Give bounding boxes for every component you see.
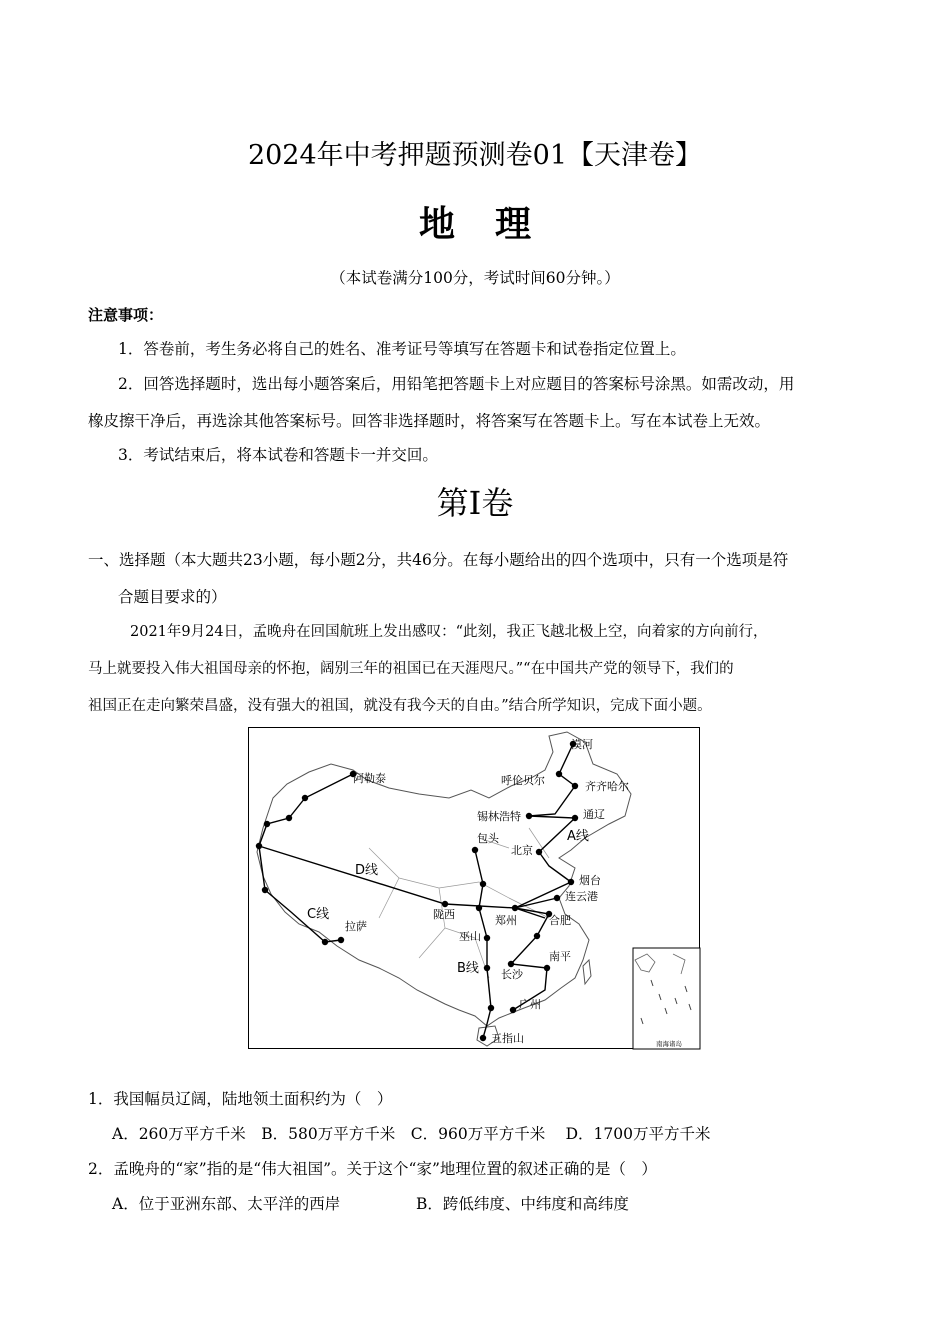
label-hulunbuir: 呼伦贝尔	[501, 774, 545, 787]
label-qiqihar: 齐齐哈尔	[585, 780, 629, 793]
exam-note: （本试卷满分100分，考试时间60分钟。）	[330, 269, 620, 287]
dot-lhasa	[338, 937, 344, 943]
dot-wuzhishan	[480, 1035, 486, 1041]
label-longxi: 陇西	[433, 908, 455, 921]
dot-route-b-3	[488, 1005, 494, 1011]
label-line-d: D线	[355, 863, 379, 878]
route-east-coast	[515, 898, 557, 908]
dot-longxi	[442, 901, 448, 907]
dot-route-c-4	[256, 843, 262, 849]
dot-xilinhot	[526, 813, 532, 819]
label-lhasa: 拉萨	[345, 920, 367, 933]
dot-baotou	[472, 847, 478, 853]
label-line-c: C线	[307, 907, 330, 922]
label-line-b: B线	[457, 961, 479, 976]
part-heading: 第Ⅰ卷	[436, 484, 514, 522]
dot-route-east	[534, 933, 540, 939]
dot-wushan	[484, 935, 490, 941]
dot-hulunbuir	[556, 771, 562, 777]
question-1-options: A．260万平方千米 B．580万平方千米 C．960万平方千米 D．1700万平方千米	[112, 1125, 711, 1143]
passage-line: 马上就要投入伟大祖国母亲的怀抱，阔别三年的祖国已在天涯咫尺。”“在中国共产党的领导下，我们的	[88, 661, 734, 677]
dot-route-c-2	[286, 815, 292, 821]
label-hefei: 合肥	[549, 914, 571, 927]
dot-route-b-2	[484, 965, 490, 971]
route-a-line	[529, 744, 575, 882]
dot-baotou-2	[480, 881, 486, 887]
passage-line: 祖国正在走向繁荣昌盛，没有强大的祖国，就没有我今天的自由。”结合所学知识，完成下面小题。	[88, 698, 712, 714]
dot-route-b-1	[476, 905, 482, 911]
china-route-map	[248, 727, 700, 1049]
map-svg	[249, 728, 701, 1050]
label-mohe: 漠河	[571, 738, 593, 751]
dot-nanping	[544, 965, 550, 971]
dot-zhengzhou	[512, 905, 518, 911]
taiwan-island	[583, 960, 591, 984]
inset-frame	[633, 948, 700, 1049]
note-item: 1．答卷前，考生务必将自己的姓名、准考证号等填写在答题卡和试卷指定位置上。	[118, 340, 686, 358]
dot-beijing	[536, 849, 542, 855]
label-baotou: 包头	[477, 832, 499, 845]
question-2-option-a: A．位于亚洲东部、太平洋的西岸	[112, 1195, 341, 1213]
china-outline	[257, 732, 631, 1026]
label-changsha: 长沙	[501, 968, 523, 981]
page-title: 2024年中考押题预测卷01【天津卷】	[247, 140, 703, 171]
note-item: 橡皮擦干净后，再选涂其他答案标号。回答非选择题时，将答案写在答题卡上。写在本试卷上无效。	[88, 412, 771, 430]
dot-lianyungang	[554, 895, 560, 901]
dot-route-c-6	[322, 939, 328, 945]
passage-line: 2021年9月24日，孟晚舟在回国航班上发出感叹：“此刻，我正飞越北极上空，向着家的方向前行，	[130, 624, 768, 640]
note-item: 2．回答选择题时，选出每小题答案后，用铅笔把答题卡上对应题目的答案标号涂黑。如需改动，用	[118, 375, 795, 393]
dot-changsha	[508, 961, 514, 967]
inset-label: 南海诸岛	[656, 1040, 682, 1048]
label-wuzhishan: 五指山	[491, 1032, 524, 1045]
label-yantai: 烟台	[579, 874, 601, 887]
subject-title: 地理	[418, 204, 571, 245]
label-zhengzhou: 郑州	[495, 914, 517, 927]
dot-guangzhou	[510, 1007, 516, 1013]
label-wushan: 巫山	[459, 930, 481, 943]
label-nanping: 南平	[549, 950, 571, 963]
dot-route-c-1	[302, 795, 308, 801]
dot-route-c-5	[262, 887, 268, 893]
dot-tongliao	[572, 815, 578, 821]
label-guangzhou: 广州	[519, 998, 541, 1011]
notes-heading: 注意事项：	[88, 306, 164, 324]
question-2-option-b: B．跨低纬度、中纬度和高纬度	[416, 1195, 629, 1213]
dot-route-c-3	[264, 821, 270, 827]
label-xilinhot: 锡林浩特	[477, 810, 521, 823]
section-heading-cont: 合题目要求的）	[118, 588, 227, 606]
label-line-a: A线	[567, 829, 589, 844]
question-1-stem: 1．我国幅员辽阔，陆地领土面积约为（ ）	[88, 1090, 393, 1108]
dot-qiqihar	[572, 783, 578, 789]
label-lianyungang: 连云港	[565, 890, 598, 903]
label-beijing: 北京	[511, 844, 533, 857]
note-item: 3．考试结束后，将本试卷和答题卡一并交回。	[118, 446, 438, 464]
label-tongliao: 通辽	[583, 808, 605, 821]
dot-yantai	[568, 879, 574, 885]
question-2-stem: 2．孟晚舟的“家”指的是“伟大祖国”。关于这个“家”地理位置的叙述正确的是（ ）	[88, 1160, 657, 1178]
label-altay: 阿勒泰	[353, 772, 386, 785]
section-heading: 一、选择题（本大题共23小题，每小题2分，共46分。在每小题给出的四个选项中，只有一个选项是符	[88, 551, 789, 569]
